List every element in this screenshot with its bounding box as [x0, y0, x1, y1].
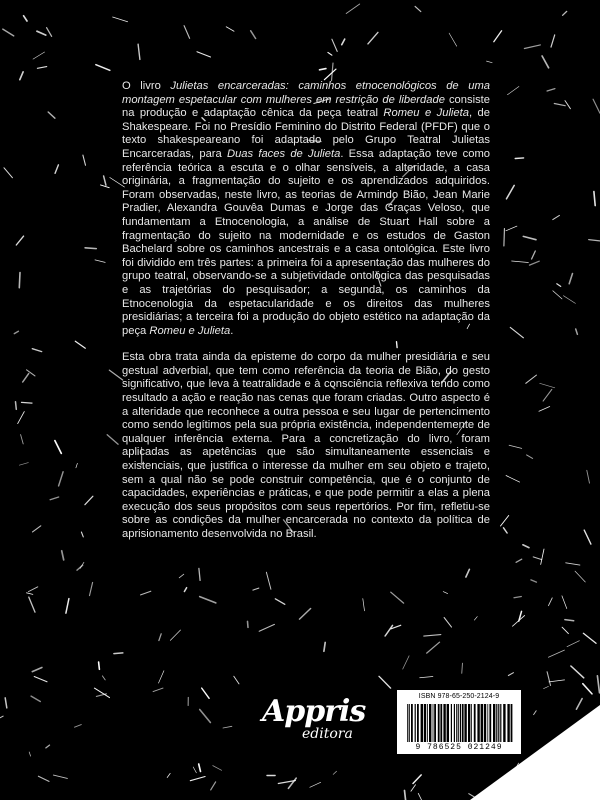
barcode-bar [417, 704, 419, 742]
barcode-bar [440, 704, 442, 742]
publisher-logo [262, 694, 372, 748]
barcode-number: 9 786525 021249 [415, 743, 503, 752]
barcode-bar [460, 704, 461, 742]
barcode-bar [451, 704, 452, 742]
barcode-bar [415, 704, 416, 742]
barcode-bar [477, 704, 479, 742]
barcode-bar [438, 704, 440, 742]
play-title-2: Romeu e Julieta [149, 324, 231, 337]
barcode-bar [429, 704, 431, 742]
synopsis-paragraph-1: O livro Julietas encarceradas: caminhos etnocenológicos de uma montagem espetacular com mulheres em restrição de liberdade consiste na produção e adaptação cênica da peça teatral Romeu e Julieta, de Shakespeare. Foi no Presídio Feminino do Distrito Federal (PFDF) que o texto shakespeareano foi adaptado pelo Grupo Teatral Julietas Encarceradas, para Duas faces de Julieta. Essa adaptação teve como referência teórica a escuta e o olhar sensíveis, a alteridade, a casa originária, a fragmentação do sujeito e os aprendizados adquiridos. Foram observadas, neste livro, as teorias de Armindo Bião, Jean Marie Pradier, Alexandra Gouvêa Dumas e Jorge das Graças Veloso, que fundamentam a Etnocenologia, a análise de Stuart Hall sobre a fragmentação do sujeito na modernidade e os estudos de Gaston Bachelard sobre os caminhos ancestrais e a casa ontológica. Este livro foi dividido em três partes: a primeira foi a apresentação das mulheres do grupo teatral, observando-se a subjetividade ontológica das pesquisadas e as trajetórias do pesquisador; a segunda, os caminhos da Etnocenologia da espetacularidade e os direitos das mulheres presidiárias; a terceira foi a produção do objeto estético na adaptação da peça Romeu e Julieta. [122, 80, 491, 337]
barcode-bar [421, 704, 423, 742]
barcode-bar [424, 704, 426, 742]
isbn-label: ISBN 978-65-250-2124-9 [418, 693, 500, 700]
barcode-bar [434, 704, 436, 742]
barcode-bar [471, 704, 472, 742]
barcode-bar [462, 704, 464, 742]
publisher-sub: editora [302, 726, 353, 742]
barcode-bar [456, 704, 457, 742]
barcode-bar [511, 704, 513, 742]
synopsis [122, 80, 490, 542]
barcode-icon [405, 704, 513, 742]
publisher-name: Appris [262, 694, 366, 729]
barcode-bar [443, 704, 445, 742]
barcode-bar [484, 704, 486, 742]
play-title: Romeu e Julieta [383, 107, 469, 120]
barcode-bar [433, 704, 434, 742]
barcode-bar [454, 704, 455, 742]
barcode-bar [507, 704, 509, 742]
barcode-box [397, 690, 521, 754]
barcode-bar [503, 704, 505, 742]
barcode-bar [458, 704, 459, 742]
barcode-bar [474, 704, 476, 742]
barcode-bar [464, 704, 466, 742]
barcode-bar [409, 704, 410, 742]
barcode-bar [447, 704, 449, 742]
barcode-bar [468, 704, 470, 742]
barcode-bar [411, 704, 413, 742]
synopsis-paragraph-2: Esta obra trata ainda da episteme do corpo da mulher presidiária e seu gestual adverbial, que tem como referência da teoria de Bião, do gesto significativo, que leva à teatralidade e à consciência reflexiva tendo como resultado a ação e reação nas cenas que foram criadas. Outro aspecto é a alteridade que reconhece a outra pessoa e seu lugar de pertencimento como sendo legítimos pela sua própria existência, independentemente de qualquer inferência externa. Para a concretização do livro, foram aplicadas as apetências que são simultaneamente essenciais e existenciais, que justifica o interesse da mulher em seu objeto e trajeto, sem a qual não se pode construir competência, que é o conjunto de capacidades, experiências e práticas, e que pode permitir a elas a plena execução dos seus propósitos com seus repertórios. Por fim, refletiu-se sobre as condições da mulher encarcerada no contexto da política de aprisionamento desenvolvida no Brasil. [122, 351, 490, 540]
barcode-bar [481, 704, 483, 742]
barcode-bar [487, 704, 488, 742]
barcode-bar [493, 704, 495, 742]
barcode-bar [496, 704, 497, 742]
adaptation-title: Duas faces de Julieta [227, 147, 341, 160]
barcode-bar [500, 704, 501, 742]
book-title: Julietas encarceradas: caminhos etnocenológicos de uma montagem espetacular com mulheres em restrição de liberdade [122, 80, 490, 106]
barcode-bar [427, 704, 428, 742]
barcode-bar [498, 704, 499, 742]
barcode-bar [407, 704, 408, 742]
barcode-bar [489, 704, 491, 742]
